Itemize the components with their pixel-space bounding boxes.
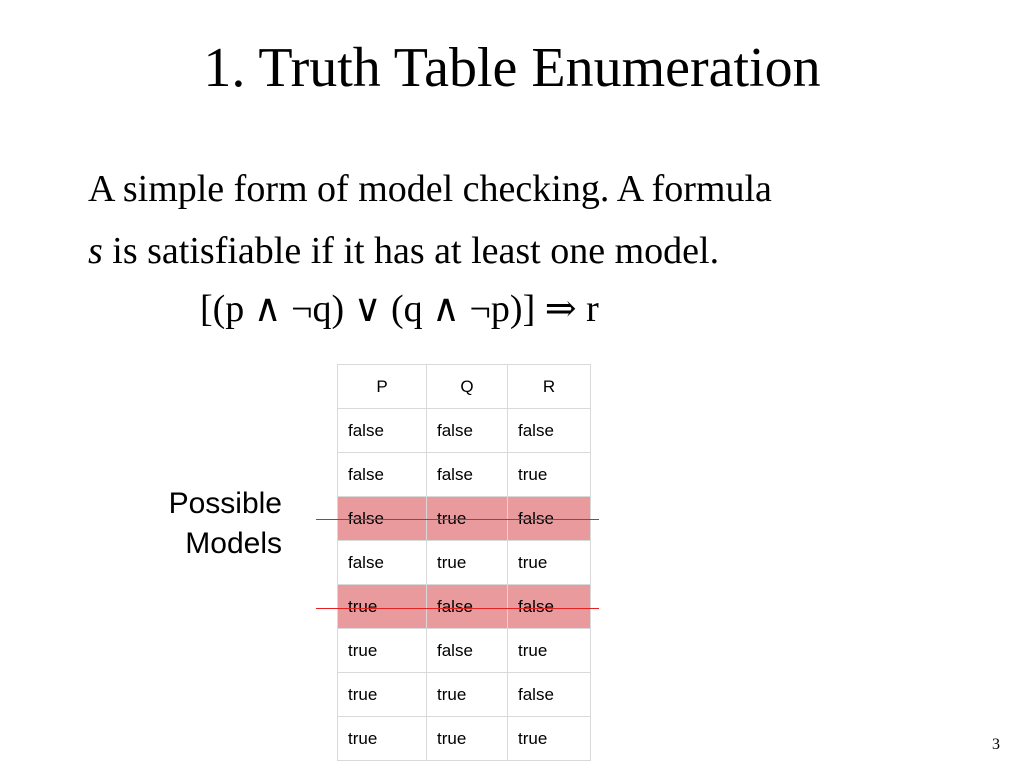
table-cell: false: [338, 453, 427, 497]
slide-title: 1. Truth Table Enumeration: [203, 37, 821, 99]
slide-body-text: [88, 158, 988, 282]
body-line-2: [88, 220, 988, 282]
table-cell: false: [427, 629, 508, 673]
strike-through-line: [316, 519, 599, 520]
table-cell: true: [508, 541, 591, 585]
formula-variable-s: s: [88, 230, 103, 272]
table-cell: true: [338, 717, 427, 761]
body-line-1: A simple form of model checking. A formula: [88, 168, 772, 210]
table-cell: true: [427, 673, 508, 717]
table-header-row: [338, 365, 591, 409]
possible-models-label: [130, 484, 282, 564]
table-row: [338, 453, 591, 497]
page-number: 3: [992, 736, 1000, 753]
table-cell: true: [338, 673, 427, 717]
strike-through-line: [316, 608, 599, 609]
table-row: [338, 629, 591, 673]
header-r: R: [508, 365, 591, 409]
table-cell: false: [427, 585, 508, 629]
logic-formula: [(p ∧ ¬q) ∨ (q ∧ ¬p)] ⇒ r: [200, 288, 599, 330]
table-cell: true: [338, 629, 427, 673]
table-row-crossed-out: [338, 585, 591, 629]
table-cell: true: [427, 497, 508, 541]
table-cell: true: [508, 629, 591, 673]
table-row: [338, 717, 591, 761]
truth-table: [337, 364, 591, 761]
table-row: [338, 409, 591, 453]
label-line-2: Models: [185, 527, 282, 560]
table-cell: false: [508, 409, 591, 453]
header-p: P: [338, 365, 427, 409]
label-line-1: Possible: [168, 487, 282, 520]
table-cell: false: [338, 497, 427, 541]
table-cell: false: [508, 497, 591, 541]
table-cell: false: [508, 585, 591, 629]
table-row: [338, 673, 591, 717]
table-cell: true: [338, 585, 427, 629]
table-row: [338, 541, 591, 585]
table-cell: false: [338, 541, 427, 585]
table-cell: false: [427, 409, 508, 453]
table-cell: false: [338, 409, 427, 453]
table-cell: true: [508, 453, 591, 497]
table-cell: true: [427, 541, 508, 585]
table-cell: true: [508, 717, 591, 761]
header-q: Q: [427, 365, 508, 409]
body-line-2-text: is satisfiable if it has at least one model.: [102, 230, 720, 272]
table-cell: false: [427, 453, 508, 497]
table-cell: false: [508, 673, 591, 717]
table-cell: true: [427, 717, 508, 761]
